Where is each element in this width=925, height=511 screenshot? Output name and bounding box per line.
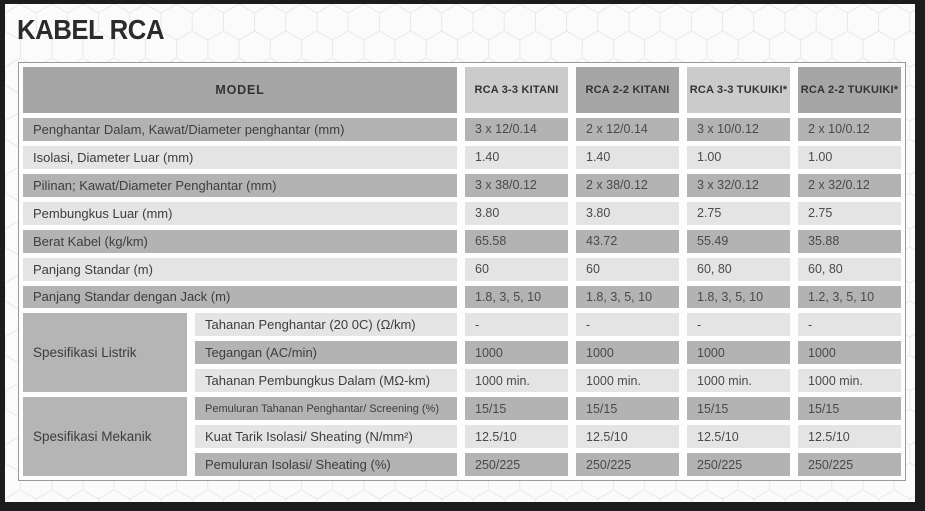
row-label: Panjang Standar dengan Jack (m): [23, 286, 457, 309]
value-cell: 12.5/10: [687, 425, 790, 448]
value-cell: 15/15: [798, 397, 901, 420]
value-cell: 1.40: [465, 146, 568, 169]
value-cell: 250/225: [687, 453, 790, 476]
value-cell: 12.5/10: [798, 425, 901, 448]
value-cell: 250/225: [798, 453, 901, 476]
value-cell: 1000 min.: [687, 369, 790, 392]
value-cell: 1.8, 3, 5, 10: [687, 286, 790, 309]
value-cell: 2 x 10/0.12: [798, 118, 901, 141]
sub-row-label: Tahanan Penghantar (20 0C) (Ω/km): [195, 313, 457, 336]
value-cell: 2.75: [798, 202, 901, 225]
value-cell: 250/225: [465, 453, 568, 476]
row-label: Pembungkus Luar (mm): [23, 202, 457, 225]
column-header: RCA 2-2 KITANI: [576, 67, 679, 113]
value-cell: 1000 min.: [576, 369, 679, 392]
value-cell: 15/15: [576, 397, 679, 420]
value-cell: 35.88: [798, 230, 901, 253]
value-cell: 3 x 32/0.12: [687, 174, 790, 197]
model-header-cell: MODEL: [23, 67, 457, 113]
value-cell: 3 x 10/0.12: [687, 118, 790, 141]
value-cell: 3 x 38/0.12: [465, 174, 568, 197]
row-label: Penghantar Dalam, Kawat/Diameter penghantar (mm): [23, 118, 457, 141]
value-cell: 60: [465, 258, 568, 281]
value-cell: 55.49: [687, 230, 790, 253]
value-cell: 1.00: [798, 146, 901, 169]
column-header: RCA 2-2 TUKUIKI*: [798, 67, 901, 113]
value-cell: 3.80: [576, 202, 679, 225]
value-cell: -: [687, 313, 790, 336]
value-cell: 3 x 12/0.14: [465, 118, 568, 141]
sub-row-label: Pemuluran Isolasi/ Sheating (%): [195, 453, 457, 476]
value-cell: 2 x 32/0.12: [798, 174, 901, 197]
value-cell: -: [576, 313, 679, 336]
sub-row-label: Tegangan (AC/min): [195, 341, 457, 364]
row-label: Pilinan; Kawat/Diameter Penghantar (mm): [23, 174, 457, 197]
value-cell: 65.58: [465, 230, 568, 253]
sub-row-label: Kuat Tarik Isolasi/ Sheating (N/mm²): [195, 425, 457, 448]
page-title: KABEL RCA: [17, 14, 165, 45]
value-cell: 1000 min.: [798, 369, 901, 392]
row-label: Berat Kabel (kg/km): [23, 230, 457, 253]
value-cell: -: [798, 313, 901, 336]
spec-table: [23, 67, 901, 476]
value-cell: 3.80: [465, 202, 568, 225]
value-cell: -: [465, 313, 568, 336]
group-label: Spesifikasi Mekanik: [23, 397, 187, 476]
column-header: RCA 3-3 KITANI: [465, 67, 568, 113]
value-cell: 1000 min.: [465, 369, 568, 392]
value-cell: 12.5/10: [465, 425, 568, 448]
value-cell: 1.2, 3, 5, 10: [798, 286, 901, 309]
value-cell: 1000: [465, 341, 568, 364]
spec-table-panel: [18, 62, 906, 481]
value-cell: 60, 80: [687, 258, 790, 281]
value-cell: 2.75: [687, 202, 790, 225]
value-cell: 60: [576, 258, 679, 281]
sub-row-label: Pemuluran Tahanan Penghantar/ Screening (%): [195, 397, 457, 420]
value-cell: 1.8, 3, 5, 10: [465, 286, 568, 309]
column-header: RCA 3-3 TUKUIKI*: [687, 67, 790, 113]
value-cell: 12.5/10: [576, 425, 679, 448]
value-cell: 1000: [687, 341, 790, 364]
value-cell: 1.40: [576, 146, 679, 169]
value-cell: 1.00: [687, 146, 790, 169]
sub-row-label: Tahanan Pembungkus Dalam (MΩ-km): [195, 369, 457, 392]
value-cell: 60, 80: [798, 258, 901, 281]
value-cell: 250/225: [576, 453, 679, 476]
value-cell: 43.72: [576, 230, 679, 253]
value-cell: 1000: [576, 341, 679, 364]
value-cell: 15/15: [687, 397, 790, 420]
value-cell: 1000: [798, 341, 901, 364]
row-label: Panjang Standar (m): [23, 258, 457, 281]
value-cell: 1.8, 3, 5, 10: [576, 286, 679, 309]
value-cell: 15/15: [465, 397, 568, 420]
value-cell: 2 x 38/0.12: [576, 174, 679, 197]
value-cell: 2 x 12/0.14: [576, 118, 679, 141]
row-label: Isolasi, Diameter Luar (mm): [23, 146, 457, 169]
group-label: Spesifikasi Listrik: [23, 313, 187, 392]
